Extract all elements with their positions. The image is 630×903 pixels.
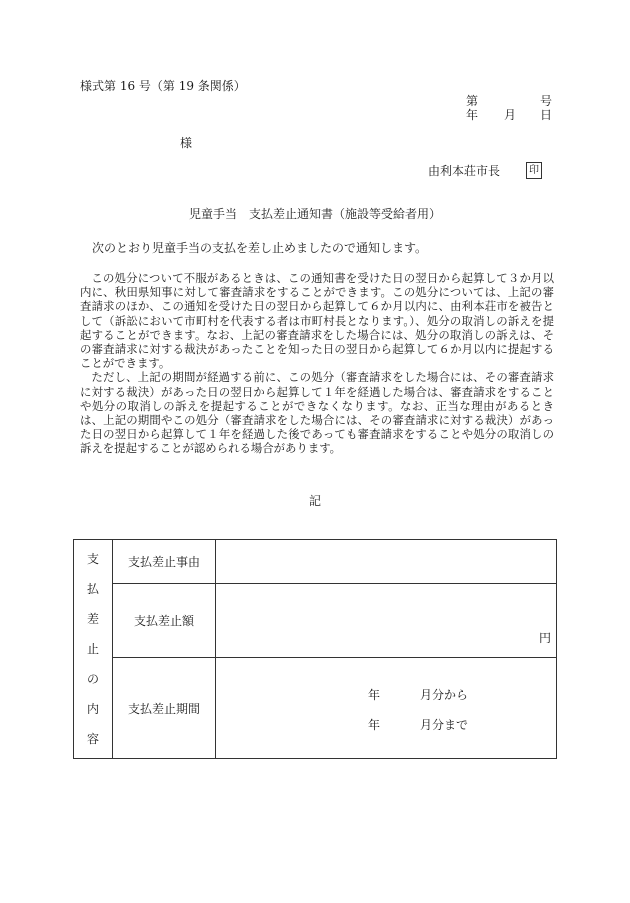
amount-label: 支払差止額 [113, 584, 216, 658]
appeal-paragraph-1: この処分について不服があるときは、この通知書を受けた日の翌日から起算して３か月以内に、秋田県知事に対して審査請求をすることができます。この処分については、上記の審査請求のほか、この通知を受けた日の翌日から起算して６か月以内に、由利本荘市を被告として（訴訟において市町村を代表する者は市町村長となります。）、処分の取消しの訴えを提起することができます。なお、上記の審査請求をした場合には、処分の取消しの訴えは、その審査請求に対する裁決があったことを知った日の翌日から起算して６か月以内に提起することができます。 [80, 271, 554, 371]
from-year: 年 [368, 688, 381, 702]
date-month: 月 [504, 108, 517, 122]
date-year: 年 [466, 108, 479, 122]
side-char: 払 [86, 582, 99, 596]
form-number: 様式第 16 号（第 19 条関係） [80, 79, 246, 93]
seal-mark: 印 [526, 162, 542, 179]
suspension-details-table [73, 539, 557, 759]
date-day: 日 [539, 108, 552, 122]
side-char: 差 [86, 612, 99, 626]
from-month: 月分から [420, 688, 469, 702]
appeal-paragraph-2: ただし、上記の期間が経過する前に、この処分（審査請求をした場合には、その審査請求に対する裁決）があった日の翌日から起算して１年を経過した場合は、審査請求をすることや処分の取消しの訴えを提起することができなくなります。なお、正当な理由があるときは、上記の期間やこの処分（審査請求をした場合には、その審査請求に対する裁決）があった日の翌日から起算して１年を経過した後であっても審査請求をすることや処分の取消しの訴えを提起することが認められる場合があります。 [80, 370, 554, 456]
reason-label: 支払差止事由 [113, 540, 216, 584]
to-year: 年 [368, 718, 381, 732]
to-month: 月分まで [420, 718, 469, 732]
side-char: 内 [86, 702, 99, 716]
amount-value[interactable] [216, 584, 557, 658]
addressee: 様 [180, 136, 193, 150]
side-char: 支 [86, 552, 99, 566]
period-label: 支払差止期間 [113, 658, 216, 759]
doc-no-suffix: 号 [539, 94, 552, 108]
side-char: 容 [86, 732, 99, 746]
lead-sentence: 次のとおり児童手当の支払を差し止めましたので通知します。 [92, 241, 428, 255]
side-char: 止 [86, 642, 99, 656]
period-value[interactable] [216, 658, 557, 759]
ki-heading: 記 [308, 494, 321, 508]
yen-unit: 円 [538, 631, 551, 645]
appeal-notice [80, 271, 554, 456]
side-char: の [86, 672, 99, 686]
document-title: 児童手当 支払差止通知書（施設等受給者用） [188, 207, 441, 221]
sender-name: 由利本荘市長 [428, 164, 501, 178]
reason-value[interactable] [216, 540, 557, 584]
doc-no-prefix: 第 [466, 94, 479, 108]
side-header [74, 540, 113, 759]
